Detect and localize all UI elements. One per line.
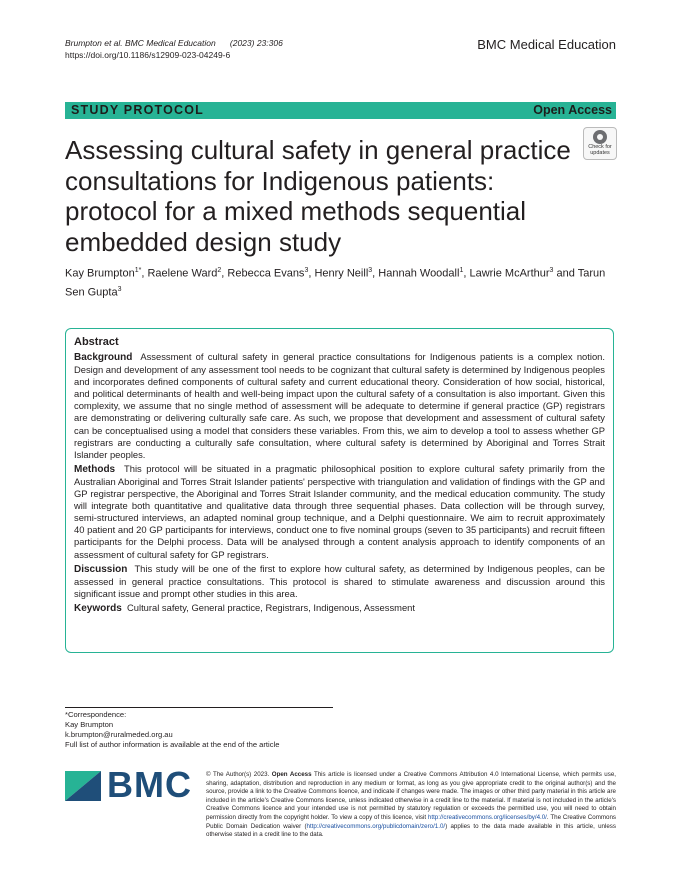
background-text: Assessment of cultural safety in general practice consultations for Indigenous patients is a complex notion. Design and development of any assessment tool needs to be cognizant that cultural safety is determined by Indigenous peoples and incorporates defined components of cultural safety and current educational theory. Consideration of how social, historical, and political determinants of health and well-being impact upon the cultural safety of a consultation is also important. Given this complexity, we assume that no single method of assessment will be adequate to determine if general practice (GP) registrars are demonstrating or delivering culturally safe care. As such, we propose that development and assessment of cultural safety can be conceptualised using a model that considers these variables. From this, we aim to develop a tool to assess whether GP registrars are conducting a culturally safe consultation, where cultural safety is determined by Aboriginal and Torres Strait Islander peoples.: [74, 351, 605, 460]
license-body-1: This article is licensed under a Creative Commons Attribution 4.0 International License, which permits use, sharing, adaptation, distribution and reproduction in any medium or format, as long as you give appropriate credit to the original author(s) and the source, provide a link to the Creative Commons licence, and indicate if changes were made. The images or other third party material in this article are included in the article's Creative Commons licence, unless indicated otherwise in a credit line to the material. If material is not included in the article's Creative Commons licence and your intended use is not permitted by statutory regulation or exceeds the permitted use, you will need to obtain permission directly from the copyright holder. To view a copy of this licence, visit: [206, 771, 616, 821]
background-label: Background: [74, 352, 133, 363]
author-affiliation: 1*: [134, 267, 142, 274]
author-affiliation: 3: [304, 267, 309, 274]
citation-header: [65, 37, 283, 61]
bmc-logo-icon: [65, 771, 101, 801]
doi-link[interactable]: https://doi.org/10.1186/s12909-023-04249-6: [65, 50, 231, 60]
article-title: Assessing cultural safety in general practice consultations for Indigenous patients: protocol for a mixed methods sequential embedded design study: [65, 135, 571, 257]
license-body-3: ) applies to the data made available in this article, unless otherwise stated in a credit line to the data.: [206, 822, 616, 839]
correspondence-email[interactable]: k.brumpton@ruralmeded.org.au: [65, 730, 173, 739]
keywords-text: Cultural safety, General practice, Registrars, Indigenous, Assessment: [127, 601, 415, 613]
author: Kay Brumpton: [65, 267, 135, 280]
correspondence-name: Kay Brumpton: [65, 720, 114, 729]
correspondence-label: *Correspondence:: [65, 710, 127, 719]
abstract-background: [74, 351, 605, 461]
author: Henry Neill: [314, 267, 369, 280]
abstract-keywords: [74, 602, 605, 615]
author-affiliation: 3: [117, 285, 122, 293]
methods-text: This protocol will be situated in a pragmatic philosophical position to explore cultural safety primarily from the Australian Aboriginal and Torres Strait Islander patients' perspective with triangulation and validation of findings with the GP and GP registrar perspective, the Aboriginal and Torres Strait Islander community, and the medical education community. The study will integrate both quantitative and qualitative data through three sequential phases. Data collection will be through survey, semi-structured interviews, an adapted nominal group technique, and a Delphi questionnaire. We aim to recruit approximately 40 patient and 20 GP participants for interviews, conduct one to five nominal groups (seven to 35 participants) and recruit fifteen participants for the Delphi process. Data will be analysed through a content analysis approach to identify components of an assessment of cultural safety for GP registrars.: [74, 462, 605, 560]
check-for-updates-badge[interactable]: [583, 127, 617, 160]
discussion-text: This study will be one of the first to explore how cultural safety, as determined by Indigenous peoples, can be assessed in general practice consultations. This protocol is shared to stimulate awareness and discussion around this significant issue and prompt other studies in this area.: [74, 562, 605, 599]
check-updates-icon: [593, 130, 607, 144]
open-access-tag: Open Access: [271, 771, 312, 778]
author: Rebecca Evans: [227, 267, 305, 280]
author: Raelene Ward: [147, 267, 218, 280]
section-banner: [65, 102, 616, 119]
author-affiliation: 3: [368, 267, 373, 274]
abstract-box: [65, 328, 614, 653]
author-info-note: Full list of author information is available at the end of the article: [65, 740, 280, 749]
abstract-discussion: [74, 563, 605, 600]
badge-line2: updates: [590, 150, 610, 156]
methods-label: Methods: [74, 463, 116, 475]
open-access-label: Open Access: [533, 103, 612, 117]
license-body-2: . The Creative Commons Public Domain Dedication waiver (: [206, 813, 616, 830]
citation-authors: Brumpton et al. BMC Medical Education: [65, 38, 216, 48]
abstract-heading: Abstract: [74, 336, 119, 348]
cc-zero-link[interactable]: http://creativecommons.org/publicdomain/zero/1.0/: [306, 822, 446, 830]
author: Tarun Sen Gupta: [65, 267, 606, 299]
discussion-label: Discussion: [74, 563, 128, 575]
citation-year: (2023) 23:306: [229, 38, 283, 48]
keywords-label: Keywords: [74, 602, 122, 614]
cc-by-link[interactable]: http://creativecommons.org/licenses/by/4.0/: [427, 813, 547, 821]
author-affiliation: 3: [549, 267, 554, 274]
journal-name: BMC Medical Education: [477, 37, 616, 52]
correspondence: [65, 710, 279, 750]
license-text: [206, 771, 616, 840]
badge-line1: Check for: [588, 144, 612, 150]
author: Hannah Woodall: [378, 267, 460, 280]
copyright: © The Author(s) 2023.: [206, 771, 270, 778]
abstract-methods: [74, 463, 605, 561]
author-affiliation: 1: [459, 267, 464, 274]
bmc-logo-text: BMC: [107, 764, 192, 805]
author-affiliation: 2: [217, 267, 222, 274]
section-label: STUDY PROTOCOL: [71, 103, 205, 117]
author: Lawrie McArthur: [469, 267, 550, 280]
author-list: Kay Brumpton$^{1*}$, Raelene Ward$^2$, Rebecca Evans$^3$, Henry Neill$^3$, Hannah Woodall$^1$, Lawrie McArthur$^3$ and Tarun Sen Gupta$^3$: [65, 267, 606, 299]
footnote-divider: [65, 707, 333, 708]
